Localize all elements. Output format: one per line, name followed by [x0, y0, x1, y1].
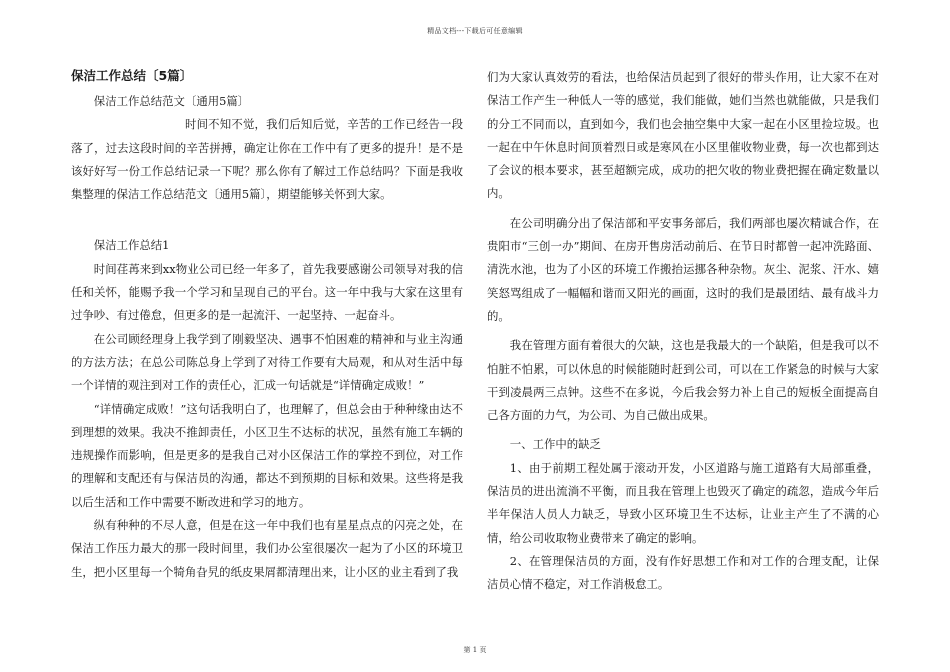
body-paragraph: 在公司顾经理身上我学到了刚毅坚决、遇事不怕困难的精神和与业主沟通的方法方法；在总公司陈总身上学到了对待工作要有大局观，和从对生活中每一个详情的观注到对工作的责任心，汇成一句话就是“详情确定成败！” [71, 331, 463, 393]
document-title: 保洁工作总结〔5篇〕 [71, 68, 193, 83]
page-footer: 第 1 页 [463, 646, 487, 654]
body-paragraph: 2、在管理保洁员的方面，没有作好思想工作和对工作的合理支配，让保洁员心情不稳定，对工作消极怠工。 [487, 553, 879, 592]
body-paragraph: 时间荏苒来到xx物业公司已经一年多了，首先我要感谢公司领导对我的信任和关怀，能赐予我一个学习和呈现自己的平台。这一年中我与大家在这里有过争吵、有过倦怠，但更多的是一起流汗、一起坚持、一起奋斗。 [71, 261, 463, 323]
document-subtitle: 保洁工作总结范文〔通用5篇〕 [93, 94, 250, 108]
body-paragraph: 纵有种种的不尽人意，但是在这一年中我们也有星星点点的闪亮之处，在保洁工作压力最大的那一段时间里，我们办公室很屡次一起为了小区的环境卫生，把小区里每一个犄角旮旯的纸皮果屑都清理出来，让小区的业主看到了我 [71, 518, 463, 579]
spacer [71, 206, 463, 228]
intro-paragraph: 时间不知不觉，我们后知后觉，辛苦的工作已经告一段落了，过去这段时间的辛苦拼搏，确定让你在工作中有了更多的提升！是不是该好好写一份工作总结记录一下呢？那么你有了解过工作总结吗？下面是我收集整理的保洁工作总结范文〔通用5篇〕，期望能够关怀到大家。 [71, 117, 463, 202]
section-heading: 一、工作中的缺乏 [509, 437, 601, 452]
right-column [487, 66, 879, 597]
section-heading: 保洁工作总结1 [93, 238, 170, 253]
body-paragraph: “详情确定成败！”这句话我明白了，也理解了，但总会由于种种缘由达不到理想的效果。我决不推卸责任，小区卫生不达标的状况，虽然有施工车辆的违规操作而影响，但是更多的是我自己对小区保洁工作的掌控不到位，对工作的理解和支配还有与保洁员的沟通，都达不到预期的目标和效果。这些将是我以后生活和工作中需要不断改进和学习的地方。 [71, 401, 463, 509]
left-column [71, 66, 463, 584]
body-paragraph: 1、由于前期工程处属于滚动开发，小区道路与施工道路有大局部重叠，保洁员的进出流淌不平衡，而且我在管理上也毁灭了确定的疏忽，造成今年后半年保洁人员人力缺乏，导致小区环境卫生不达标，让业主产生了不满的心情，给公司收取物业费带来了确定的影响。 [487, 460, 879, 545]
body-paragraph: 在公司明确分出了保洁部和平安事务部后，我们两部也屡次精诚合作，在贵阳市“三创一办”期间、在房开售房活动前后、在节日时都曾一起冲洗路面、清洗水池，也为了小区的环境工作搬抬运挪各种杂物。灰尘、泥浆、汗水、嬉笑怒骂组成了一幅幅和谐而又阳光的画面，这时的我们是最团结、最有战斗力的。 [487, 215, 879, 323]
body-paragraph: 们为大家认真效劳的看法，也给保洁员起到了很好的带头作用，让大家不在对保洁工作产生一种低人一等的感觉，我们能做，她们当然也就能做，只是我们的分工不同而以，直到如今，我们也会抽空集中大家一起在小区里捡垃圾。也一起在中午休息时间顶着烈日或是寒风在小区里催收物业费，每一次也都到达了会议的根本要求，甚至超额完成，成功的把欠收的物业费把握在确定数量以内。 [487, 70, 879, 201]
body-paragraph: 我在管理方面有着很大的欠缺，这也是我最大的一个缺陷，但是我可以不怕脏不怕累，可以休息的时候能随时赶到公司，可以在工作紧急的时候与大家干到凌晨两三点钟。这些不在多说，今后我会努力补上自己的短板全面提高自己各方面的力气，为公司、为自己做出成果。 [487, 338, 879, 423]
page-header: 精品文档---下载后可任意编辑 [427, 27, 523, 35]
